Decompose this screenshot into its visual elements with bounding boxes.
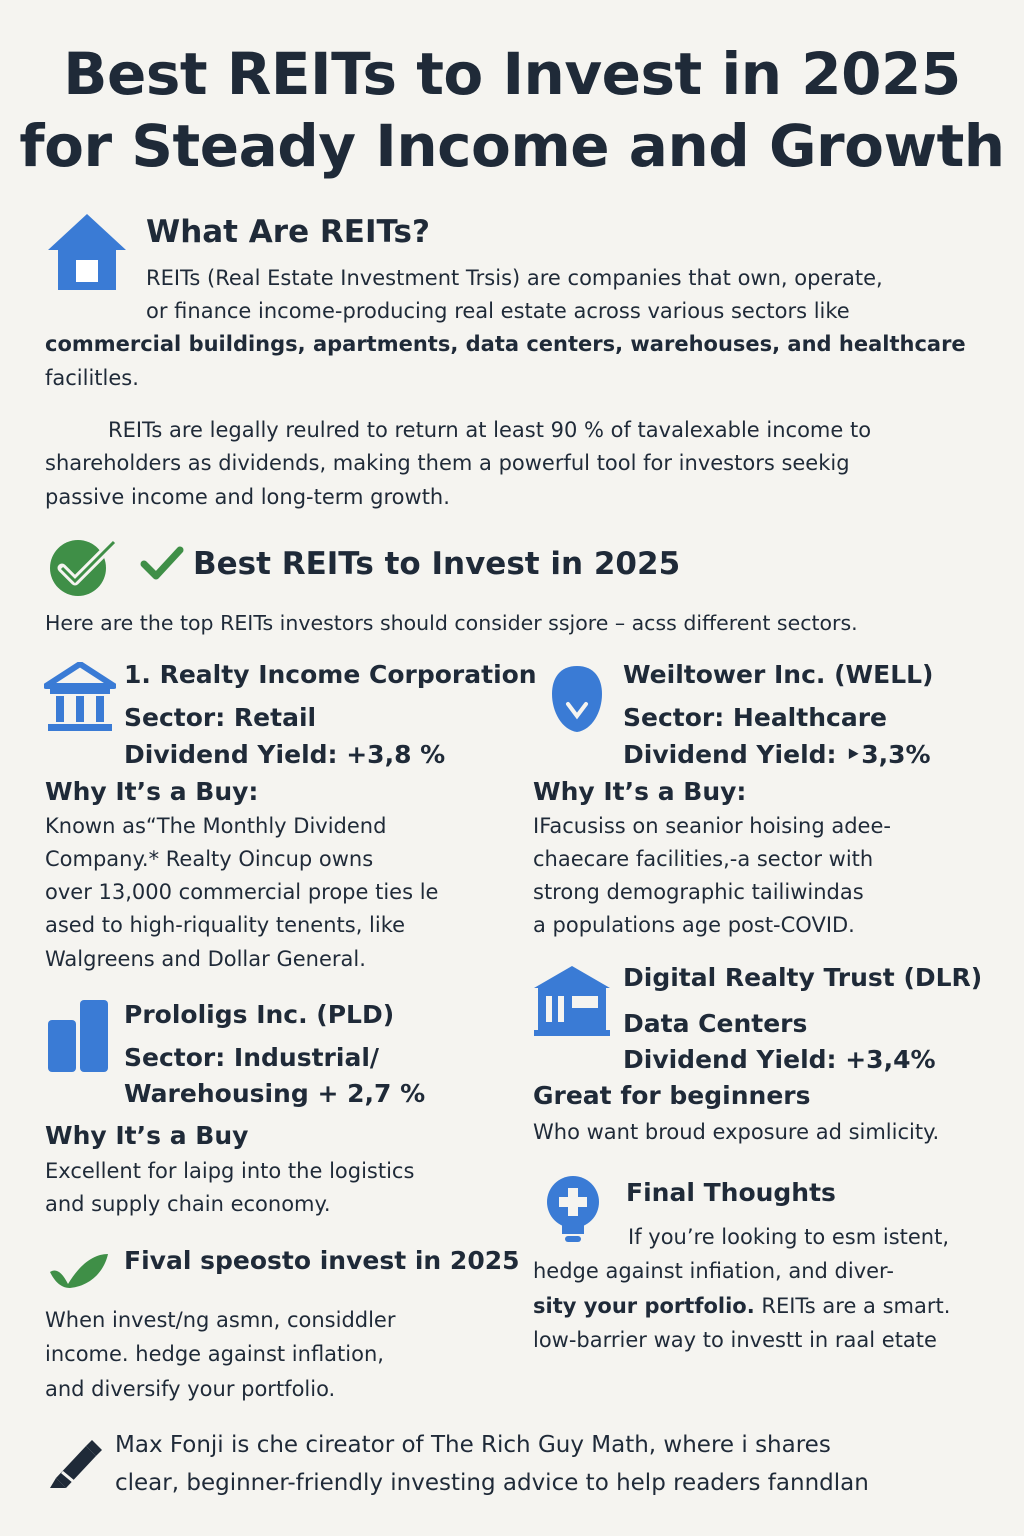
- prologis-line-1: Excellent for laipg into the logistics: [45, 1159, 415, 1183]
- what-line-4: facilitles.: [45, 366, 139, 390]
- what-p2-line-3: passive income and long-term growth.: [45, 485, 450, 509]
- realty-line-5: Walgreens and Dollar General.: [45, 947, 366, 971]
- welltower-dividend: Dividend Yield: ‣3,3%: [623, 740, 931, 769]
- realty-line-3: over 13,000 commercial prope ties le: [45, 880, 439, 904]
- realty-name: 1. Realty Income Corporation: [124, 660, 537, 689]
- realty-sector: Sector: Retail: [124, 703, 317, 732]
- check-icon: [140, 546, 184, 582]
- welltower-line-1: IFacusiss on seanior hoising adee-: [533, 814, 891, 838]
- realty-line-2: Company.* Realty Oincup owns: [45, 847, 374, 871]
- what-line-1: REITs (Real Estate Investment Trsis) are companies that own, operate,: [146, 266, 883, 290]
- welltower-name: Weiltower Inc. (WELL): [623, 660, 934, 689]
- title-line-2: for Steady Income and Growth: [19, 112, 1005, 180]
- realty-dividend: Dividend Yield: +3,8 %: [124, 740, 446, 769]
- prologis-name: Prololigs Inc. (PLD): [124, 1000, 395, 1029]
- page-title: [0, 38, 1024, 182]
- final-line-3: [533, 1290, 950, 1324]
- prologis-why: Why It’s a Buy: [45, 1121, 249, 1150]
- digital-sector: Data Centers: [623, 1009, 808, 1038]
- data-center-icon: [532, 964, 612, 1038]
- pen-icon: [46, 1436, 104, 1490]
- final-line-3-rest: REITs are a smart.: [754, 1294, 951, 1318]
- what-p2-line-2: shareholders as dividends, making them a powerful tool for investors seekig: [45, 451, 850, 475]
- fival-line-1: When invest/ng asmn, considdler: [45, 1308, 396, 1332]
- what-heading: What Are REITs?: [146, 214, 430, 250]
- what-line-2: or finance income-producing real estate across various sectors like: [146, 299, 850, 323]
- realty-line-1: Known as“The Monthly Dividend: [45, 814, 387, 838]
- lightbulb-icon: [542, 1174, 604, 1246]
- best-heading: Best REITs to Invest in 2025: [193, 546, 681, 582]
- digital-dividend: Dividend Yield: +3,4%: [623, 1045, 936, 1074]
- welltower-line-4: a populations age post-COVID.: [533, 913, 855, 937]
- prologis-line-2: and supply chain economy.: [45, 1192, 331, 1216]
- author-line-2: clear, beginner-friendly investing advice to help readers fanndlan: [115, 1470, 869, 1496]
- final-line-2: hedge against infiation, and diver-: [533, 1259, 894, 1283]
- prologis-sector: Sector: Industrial/: [124, 1043, 380, 1072]
- check-circle-icon: [46, 534, 120, 598]
- welltower-sector: Sector: Healthcare: [623, 703, 887, 732]
- bank-building-icon: [44, 662, 116, 732]
- welltower-line-3: strong demographic tailiwindas: [533, 880, 864, 904]
- final-line-4: low-barrier way to investt in raal etate: [533, 1328, 937, 1352]
- what-line-3: commercial buildings, apartments, data centers, warehouses, and healthcare: [45, 332, 966, 356]
- author-line-1: Max Fonji is che cireator of The Rich Guy Math, where i shares: [115, 1432, 831, 1458]
- final-heading: Final Thoughts: [626, 1178, 836, 1207]
- fival-heading: Fival speosto invest in 2025: [124, 1246, 520, 1275]
- final-line-3-bold: sity your portfolio.: [533, 1294, 755, 1318]
- realty-why: Why It’s a Buy:: [45, 777, 259, 806]
- welltower-line-2: chaecare facilities,-a sector with: [533, 847, 874, 871]
- best-intro: Here are the top REITs investors should consider ssjore – acss different sectors.: [45, 611, 858, 635]
- warehouse-icon: [46, 998, 110, 1074]
- healthcare-icon: [550, 664, 604, 736]
- welltower-why: Why It’s a Buy:: [533, 777, 747, 806]
- prologis-sector-2: Warehousing + 2,7 %: [124, 1079, 426, 1108]
- digital-name: Digital Realty Trust (DLR): [623, 963, 983, 992]
- leaf-check-icon: [46, 1250, 110, 1290]
- what-p2-line-1: REITs are legally reulred to return at least 90 % of tavalexable income to: [108, 418, 872, 442]
- house-icon: [46, 212, 128, 292]
- final-line-1: If you’re looking to esm istent,: [628, 1225, 950, 1249]
- fival-line-2: income. hedge against inflation,: [45, 1342, 384, 1366]
- digital-why: Great for beginners: [533, 1081, 811, 1110]
- digital-line-1: Who want broud exposure ad simlicity.: [533, 1120, 940, 1144]
- fival-line-3: and diversify your portfolio.: [45, 1377, 336, 1401]
- realty-line-4: ased to high-riquality tenents, like: [45, 913, 406, 937]
- title-line-1: Best REITs to Invest in 2025: [63, 40, 961, 108]
